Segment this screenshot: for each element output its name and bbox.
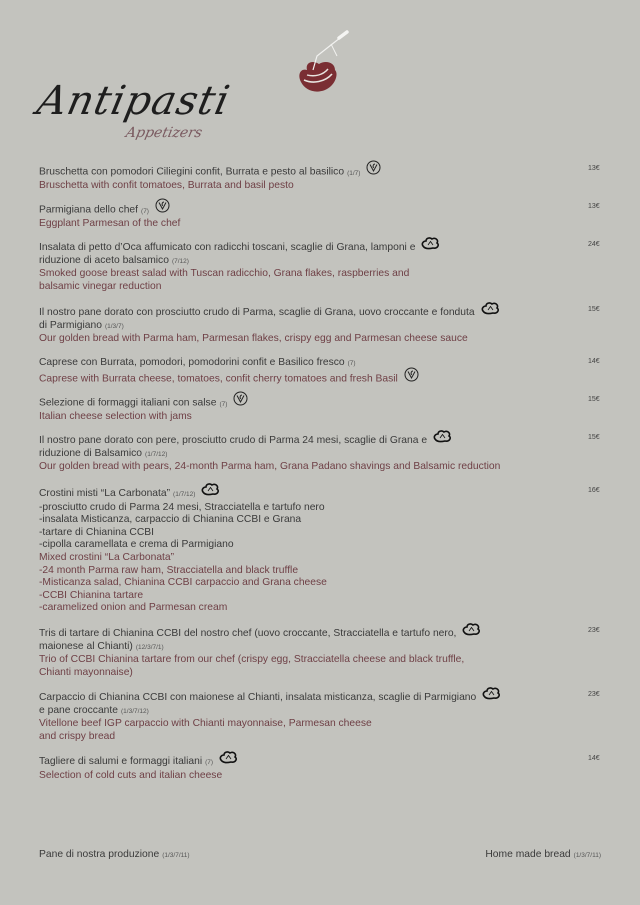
line-text: Insalata di petto d’Oca affumicato con radicchi toscani, scaglie di Grana, lamponi e <box>39 242 416 254</box>
english-description <box>39 552 599 565</box>
menu-item <box>39 305 599 346</box>
line-text: Chianti mayonnaise) <box>39 666 133 678</box>
line-text: Caprese with Burrata cheese, tomatoes, confit cherry tomatoes and fresh Basil <box>39 373 398 385</box>
allergen-codes: (1/7) <box>347 169 361 177</box>
italian-description <box>39 202 599 218</box>
vegetarian-icon <box>366 160 381 180</box>
footer-text: Home made bread <box>485 849 571 860</box>
item-price: 15€ <box>588 434 600 441</box>
meat-icon <box>481 301 500 320</box>
italian-description <box>39 527 599 540</box>
italian-description <box>39 626 599 641</box>
line-text: -caramelized onion and Parmesan cream <box>39 602 228 614</box>
line-text: Italian cheese selection with jams <box>39 411 192 423</box>
menu-item <box>39 486 599 615</box>
menu-item <box>39 754 599 782</box>
item-price: 16€ <box>588 487 600 494</box>
line-text: Our golden bread with pears, 24-month Parma ham, Grana Padano shavings and Balsamic reduction <box>39 461 501 473</box>
english-description <box>39 590 599 603</box>
line-text: Vitellone beef IGP carpaccio with Chianti mayonnaise, Parmesan cheese <box>39 718 372 730</box>
line-text: maionese al Chianti) <box>39 640 133 652</box>
allergen-codes: (7) <box>205 759 214 767</box>
line-text: Eggplant Parmesan of the chef <box>39 218 181 230</box>
item-price: 23€ <box>588 691 600 698</box>
allergen-codes: (7) <box>347 360 356 367</box>
italian-description <box>39 705 599 719</box>
menu-item <box>39 357 599 386</box>
meat-icon <box>421 236 440 255</box>
italian-description <box>39 395 599 411</box>
meat-icon <box>219 750 238 769</box>
line-text: Selection of cold cuts and italian cheese <box>39 769 223 781</box>
line-text: Tris di tartare di Chianina CCBI del nostro chef (uovo croccante, Stracciatella e tartufo nero, <box>39 628 457 640</box>
footer-bread-italian <box>39 849 190 860</box>
english-description <box>39 461 599 474</box>
line-text: e pane croccante <box>39 704 118 716</box>
english-description <box>39 565 599 578</box>
line-text: balsamic vinegar reduction <box>39 280 162 292</box>
english-description <box>39 654 599 667</box>
english-description <box>39 602 599 615</box>
line-text: Caprese con Burrata, pomodori, pomodorini confit e Basilico fresco <box>39 357 345 368</box>
line-text: and crispy bread <box>39 730 116 742</box>
english-description <box>39 218 599 231</box>
allergen-codes: (1/7/12) <box>145 450 168 458</box>
vegetarian-icon <box>404 367 419 387</box>
italian-description <box>39 539 599 552</box>
menu-item <box>39 690 599 743</box>
line-text: Selezione di formaggi italiani con salse <box>39 397 217 409</box>
italian-description <box>39 486 599 502</box>
line-text: Il nostro pane dorato con pere, prosciutto crudo di Parma 24 mesi, scaglie di Grana e <box>39 435 428 447</box>
english-description <box>39 718 599 731</box>
menu-item <box>39 240 599 293</box>
english-description <box>39 577 599 590</box>
item-price: 23€ <box>588 627 600 634</box>
italian-description <box>39 514 599 527</box>
line-text: Trio of CCBI Chianina tartare from our chef (crispy egg, Stracciatella cheese and black truffle, <box>39 654 465 666</box>
allergen-codes: (1/3/7/12) <box>121 707 149 715</box>
line-text: -tartare di Chianina CCBI <box>39 526 155 538</box>
menu-item <box>39 433 599 474</box>
english-description <box>39 770 599 783</box>
italian-description <box>39 305 599 320</box>
line-text: Parmigiana dello chef <box>39 204 139 216</box>
line-text: -24 month Parma raw ham, Stracciatella and black truffle <box>39 564 299 576</box>
line-text: -CCBI Chianina tartare <box>39 589 144 601</box>
italian-description <box>39 754 599 770</box>
line-text: Our golden bread with Parma ham, Parmesan flakes, crispy egg and Parmesan cheese sauce <box>39 333 468 345</box>
italian-description <box>39 433 599 448</box>
english-description <box>39 411 599 424</box>
allergen-codes: (7/12) <box>171 257 189 265</box>
italian-description <box>39 240 599 255</box>
line-text: Smoked goose breast salad with Tuscan radicchio, Grana flakes, raspberries and <box>39 268 410 280</box>
meat-icon <box>462 622 481 641</box>
line-text: Bruschetta con pomodori Ciliegini confit, Burrata e pesto al basilico <box>39 166 345 178</box>
line-text: riduzione di Balsamico <box>39 447 143 459</box>
allergen-codes: (7) <box>219 400 228 408</box>
line-text: Bruschetta with confit tomatoes, Burrata and basil pesto <box>39 180 294 192</box>
item-price: 24€ <box>588 241 600 248</box>
italian-description <box>39 502 599 515</box>
menu-item <box>39 202 599 231</box>
item-price: 14€ <box>588 358 600 365</box>
line-text: Il nostro pane dorato con prosciutto crudo di Parma, scaglie di Grana, uovo croccante e fonduta <box>39 307 475 319</box>
line-text: Carpaccio di Chianina CCBI con maionese al Chianti, insalata misticanza, scaglie di Parmigiano <box>39 692 477 704</box>
line-text: -cipolla caramellata e crema di Parmigiano <box>39 539 234 551</box>
italian-description <box>39 255 599 269</box>
italian-description <box>39 448 599 462</box>
line-text: -prosciutto crudo di Parma 24 mesi, Stracciatella e tartufo nero <box>39 501 325 513</box>
line-text: -insalata Misticanza, carpaccio di Chianina CCBI e Grana <box>39 514 302 526</box>
italian-description <box>39 690 599 705</box>
menu-item <box>39 626 599 679</box>
meat-icon <box>482 686 501 705</box>
line-text: riduzione di aceto balsamico <box>39 254 169 266</box>
menu-item <box>39 395 599 424</box>
footer-text: Pane di nostra produzione <box>39 849 160 860</box>
steak-fork-icon <box>295 30 351 96</box>
allergen-codes: (1/3/7) <box>104 322 124 330</box>
english-description <box>39 268 599 281</box>
allergen-codes: (1/7/12) <box>173 491 196 499</box>
section-title: Antipasti <box>33 78 235 124</box>
english-description <box>39 281 599 294</box>
allergen-codes: (1/3/7/11) <box>573 852 601 859</box>
line-text: Mixed crostini “La Carbonata” <box>39 551 175 563</box>
section-subtitle: Appetizers <box>124 125 204 141</box>
allergen-codes: (1/3/7/11) <box>162 852 190 859</box>
footer-bread-english <box>485 849 601 860</box>
english-description <box>39 731 599 744</box>
meat-icon <box>201 482 220 501</box>
item-price: 15€ <box>588 306 600 313</box>
vegetarian-icon <box>155 198 170 218</box>
line-text: di Parmigiano <box>39 319 102 331</box>
italian-description <box>39 320 599 334</box>
item-price: 15€ <box>588 396 600 403</box>
english-description <box>39 180 599 193</box>
item-price: 13€ <box>588 203 600 210</box>
line-text: Crostini misti “La Carbonata” <box>39 488 171 500</box>
item-price: 14€ <box>588 755 600 762</box>
allergen-codes: (12/3/7/1) <box>135 643 164 651</box>
meat-icon <box>433 429 452 448</box>
italian-description <box>39 641 599 655</box>
italian-description <box>39 357 599 371</box>
vegetarian-icon <box>233 391 248 411</box>
item-price: 13€ <box>588 165 600 172</box>
english-description <box>39 667 599 680</box>
line-text: -Misticanza salad, Chianina CCBI carpaccio and Grana cheese <box>39 577 327 589</box>
italian-description <box>39 164 599 180</box>
line-text: Tagliere di salumi e formaggi italiani <box>39 756 203 768</box>
allergen-codes: (7) <box>141 207 149 215</box>
english-description <box>39 333 599 346</box>
menu-item <box>39 164 599 193</box>
english-description <box>39 371 599 387</box>
